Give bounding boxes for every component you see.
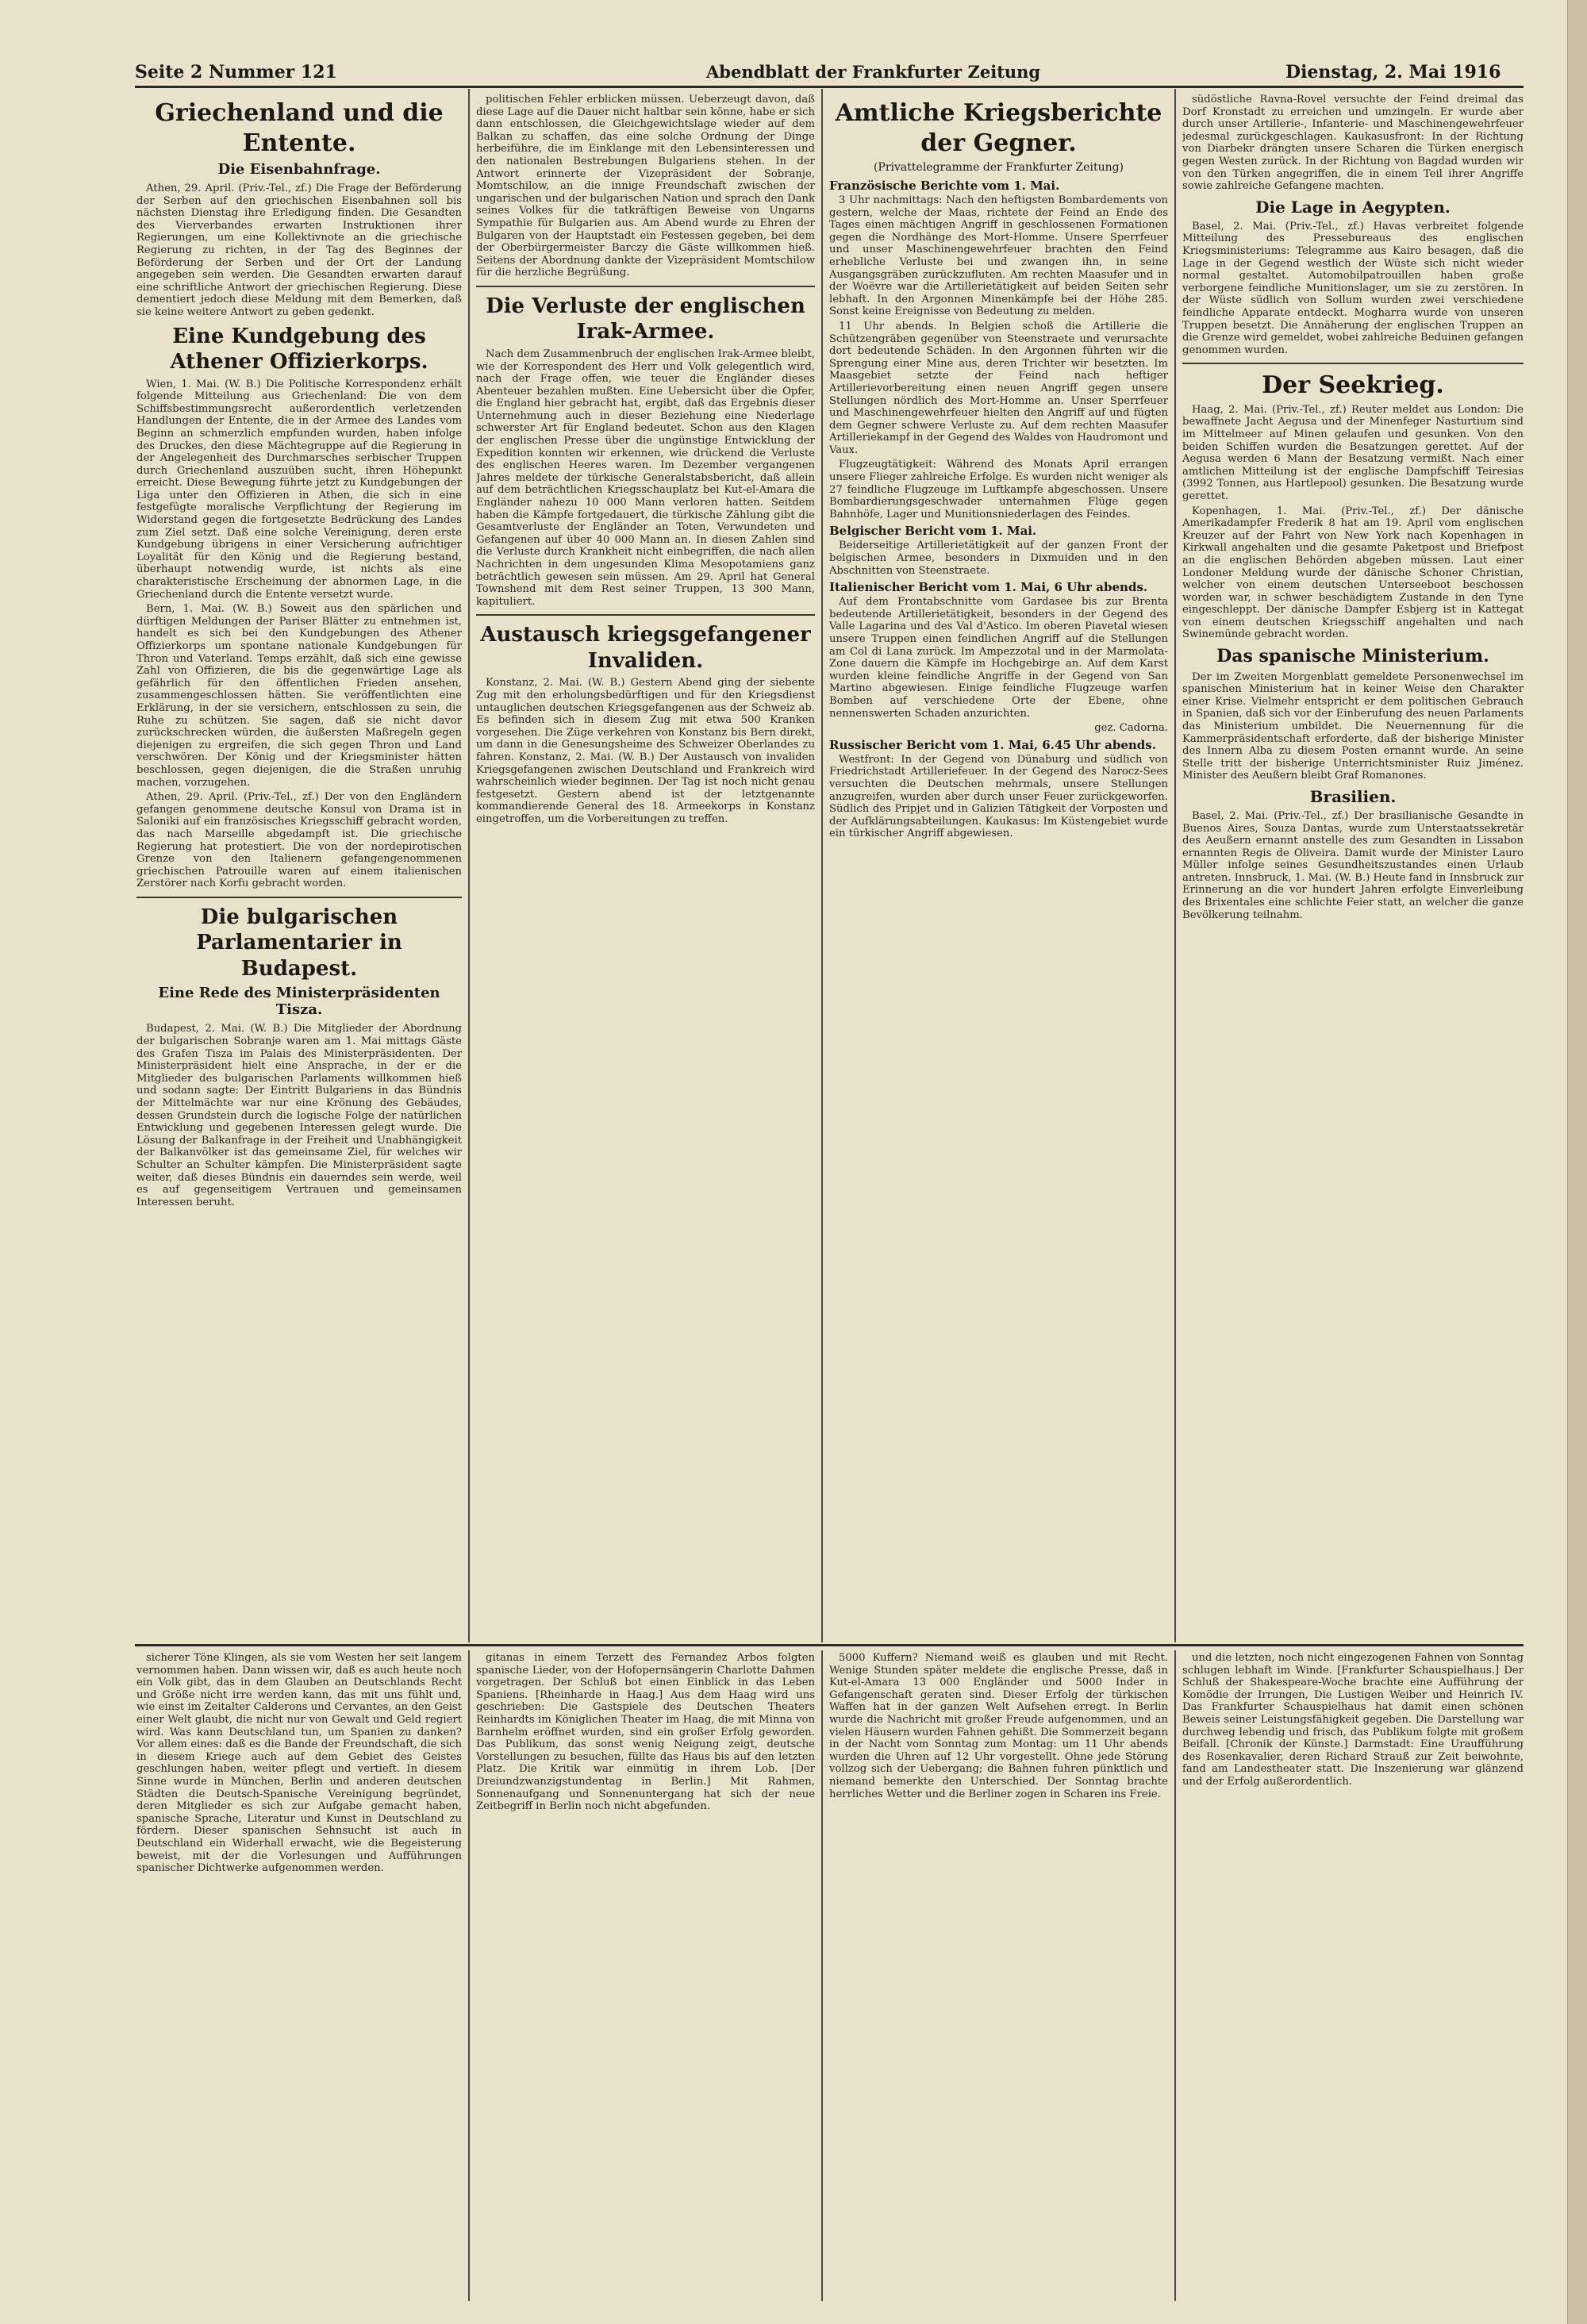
column-divider bbox=[821, 1650, 823, 2301]
headline-seawar: Der Seekrieg. bbox=[1262, 371, 1444, 400]
headline-egypt: Die Lage in Aegypten. bbox=[1255, 197, 1451, 217]
section-rule bbox=[1182, 363, 1524, 364]
column-greece bbox=[136, 94, 462, 1641]
column-egypt-seawar bbox=[1182, 94, 1524, 1641]
section-rule bbox=[136, 897, 462, 898]
column-divider bbox=[1174, 89, 1176, 1642]
column-divider bbox=[1174, 1650, 1176, 2301]
page-edge bbox=[1567, 0, 1587, 2324]
headline-spanish-ministry: Das spanische Ministerium. bbox=[1216, 646, 1489, 667]
section-rule bbox=[476, 614, 815, 616]
feuilleton-column-3: 5000 Kuffern? Niemand weiß es glauben und mit Recht. Wenige Stunden später meldete die englische Presse, daß in Kut-el-Amara 13 000 Engländer und 5000 Inder in Gefangenschaft geraten sind. Dieser Erfolg der türkischen Waffen hat in der ganzen Welt Aufsehen erregt. In Berlin wurde die Nachricht mit großer Freude aufgenommen, und an vielen Häusern wurden Fahnen gehißt. Die Sommerzeit begann in der Nacht vom Sonntag zum Montag: um 11 Uhr abends wurden die Uhren auf 12 Uhr vorgestellt. Ohne jede Störung vollzog sich der Uebergang; die Bahnen fuhren pünktlich und niemand bemerkte den Unterschied. Der Sonntag brachte herrliches Wetter und die Berliner zogen in Scharen ins Freie. bbox=[829, 1652, 1168, 1800]
headline-bulgarian-parliamentarians: Die bulgarischen Parlamentarier in Budapest. bbox=[196, 905, 402, 981]
subhead-tisza-speech: Eine Rede des Ministerpräsidenten Tisza. bbox=[158, 985, 440, 1019]
masthead bbox=[135, 59, 1524, 86]
column-divider bbox=[468, 89, 470, 1642]
dateline-russian: Russischer Bericht vom 1. Mai, 6.45 Uhr abends. bbox=[829, 737, 1156, 752]
dateline-french: Französische Berichte vom 1. Mai. bbox=[829, 179, 1060, 193]
article-russian-continued: südöstliche Ravna-Rovel versuchte der Feind dreimal das Dorf Kronstadt zu erreichen und umzingeln. Er wurde aber durch unser Artillerie-, Infanterie- und Maschinengewehrfeuer jedesmal zurückgeschlagen. Kaukasusfront: In der Richtung von Diarbekr drängten unsere Scharen die Türken energisch gegen Westen zurück. In der Richtung von Bagdad wurden wir von den Türken angegriffen, die in einem Teil ihrer Angriffe sowie zahlreiche Gefangene machten. bbox=[1182, 94, 1524, 193]
headline-invalid-exchange: Austausch kriegsgefangener Invaliden. bbox=[480, 623, 811, 673]
article-irak-losses: Nach dem Zusammenbruch der englischen Irak-Armee bleibt, wie der Korrespondent des Herr und Volk gelegentlich wird, nach der Frage offen, wie teuer die Engländer dieses Abenteuer bezahlen mußten. Eine Uebersicht über die Opfer, die England hier gebracht hat, ergibt, daß das Ergebnis dieser Unternehmung auch in dieser Beziehung eine Niederlage schwerster Art für England bedeutet. Schon aus den Klagen der englischen Presse über die ungünstige Entwicklung der Expedition konnten wir erkennen, wie drückend die Verluste des englischen Heeres waren. Im Dezember vergangenen Jahres meldete der türkische Generalstabsbericht, daß allein auf dem beträchtlichen Kriegsschauplatz bei Kut-el-Amara die Engländer nahezu 10 000 Mann verloren hatten. Seitdem haben die Kämpfe fortgedauert, die türkische Zählung gibt die Gesamtverluste der Engländer an Toten, Verwundeten und Gefangenen auf über 40 000 Mann an. In diesen Zahlen sind die Verluste durch Krankheit nicht einbegriffen, die nach allen Nachrichten in dem ungesunden Klima Mesopotamiens ganz beträchtlich gewesen sein müssen. Am 29. April hat General Townshend mit dem Rest seiner Truppen, 13 300 Mann, kapituliert. bbox=[476, 348, 815, 608]
headline-war-reports: Amtliche Kriegsberichte der Gegner. bbox=[835, 99, 1162, 157]
masthead-rule bbox=[135, 86, 1524, 88]
signature: gez. Cadorna. bbox=[1094, 722, 1168, 735]
article-officer-rally: Wien, 1. Mai. (W. B.) Die Politische Korrespondenz erhält folgende Mitteilung aus Griechenland: Die von dem Schiffsbestimmungsrecht außerordentlich verletzenden Handlungen der Entente, die in der Armee des Landes vom Beginn an schmerzlich empfunden wurden, haben infolge des Druckes, den diese Mächtegruppe auf die Regierung in der Angelegenheit des Durchmarsches serbischer Truppen durch Griechenland auszuüben sucht, ihren Höhepunkt erreicht. Diese Bewegung führte jetzt zu Kundgebungen der Liga unter den Offizieren in Athen, die sich in eine festgefügte moralische Verpflichtung der Regierung im Widerstand gegen die fortgesetzte Bedrückung des Landes zum Ziel setzt. Daß eine solche Vereinigung, deren erste Kundgebung übrigens in einer Versicherung aufrichtiger Loyalität für den König und die Regierung bestand, überhaupt notwendig wurde, ist nichts als eine charakteristische Erscheinung der abnormen Lage, in die Griechenland durch die Entente versetzt wurde. Bern, 1. Mai. (W. B.) Soweit aus den spärlichen und dürftigen Meldungen der Pariser Blätter zu entnehmen ist, handelt es sich bei den Kundgebungen des Athener Offizierkorps um spontane nationale Kundgebungen für Thron und Vaterland. Temps erzählt, daß sich eine gewisse Zahl von Offizieren, die bis die gegenwärtige Lage als gefährlich für den öffentlichen Frieden ansehen, zusammengeschlossen hätten. Sie veröffentlichten eine Erklärung, in der sie versichern, entschlossen zu sein, die Ruhe zu schützen. Sie sagen, daß sie nicht davor zurückschrecken würden, die äußersten Maßregeln gegen diejenigen zu ergreifen, die sich gegen Thron und Land verschwören. Der König und der Kriegsminister hätten beschlossen, gegen diejenigen, die die Straßen unruhig machen, vorzugehen. Athen, 29. April. (Priv.-Tel., zf.) Der von den Engländern gefangen genommene deutsche Konsul von Drama ist in Saloniki auf ein französisches Kriegsschiff gebracht worden, das nach Marseille abgedampft ist. Die griechische Regierung hat protestiert. Die von der nordepirotischen Grenze von den Italienern gefangengenommenen griechischen Patrouille waren auf einem italienischen Zerstörer nach Korfu gebracht worden. bbox=[136, 378, 462, 890]
feuilleton-column-2: gitanas in einem Terzett des Fernandez Arbos folgten spanische Lieder, von der Hofopernsängerin Charlotte Dahmen vorgetragen. Der Schluß bot einen Einblick in das Leben Spaniens. [Rheinharde in Haag.] Aus dem Haag wird uns geschrieben: Die Gastspiele des Deutschen Theaters Reinhardts im Königlichen Theater im Haag, die mit Minna von Barnhelm eröffnet wurden, sind ein großer Erfolg geworden. Das Publikum, das sonst wenig Neigung zeigt, deutsche Vorstellungen zu besuchen, füllte das Haus bis auf den letzten Platz. Die Kritik war einmütig in ihrem Lob. [Der Dreiundzwanzigstundentag in Berlin.] Mit Rahmen, Sonnenaufgang und Sonnenuntergang hat sich der neue Zeitbegriff in Berlin noch nicht abgefunden. bbox=[476, 1652, 815, 1813]
feuilleton-rule bbox=[135, 1644, 1524, 1646]
article-brazil: Basel, 2. Mai. (Priv.-Tel., zf.) Der brasilianische Gesandte in Buenos Aires, Souza Dantas, wurde zum Unterstaatssekretär des Aeußern ernannt anstelle des zum Gesandten in Lissabon ernannten Regis de Oliveira. Damit wurde der Minister Lauro Müller infolge seines Gesundheitszustandes einen Urlaub antreten. Innsbruck, 1. Mai. (W. B.) Heute fand in Innsbruck zur Erinnerung an die vor hundert Jahren erfolgte Einverleibung des Brixentales eine schlichte Feier statt, an welcher die ganze Bevölkerung teilnahm. bbox=[1182, 809, 1524, 921]
article-egypt: Basel, 2. Mai. (Priv.-Tel., zf.) Havas verbreitet folgende Mitteilung des Pressebureaus des englischen Kriegsministeriums: Telegramme aus Kairo besagen, daß die Lage in der Gegend westlich der Wüste sich nicht wieder normal gestaltet. Automobilpatrouillen haben große verborgene feindliche Munitionslager, um sie zu zerstören. In der Wüste südlich von Sollum wurden zwei verschiedene feindliche Apparate entdeckt. Mogharra wurde von unseren Truppen besetzt. Die Annäherung der englischen Truppen an die Grenze wird gemeldet, wobei zahlreiche Beduinen gefangen genommen wurden. bbox=[1182, 220, 1524, 356]
feuilleton-column-1: sicherer Töne Klingen, als sie vom Westen her seit langem vernommen haben. Dann wissen wir, daß es auch heute noch ein Volk gibt, das in dem Glauben an Deutschlands Recht und Größe nicht irre werden kann, das mit uns fühlt und, wie einst im Zeitalter Calderons und Cervantes, an den Geist einer Welt glaubt, die nicht nur von Gewalt und Geld regiert wird. Was kann Deutschland tun, um Spanien zu danken? Vor allem eines: daß es die Bande der Freundschaft, die sich in diesem Kriege auch auf dem Gebiet des Geistes geschlungen haben, weiter pflegt und vertieft. In diesem Sinne wurde in München, Berlin und anderen deutschen Städten die Deutsch-Spanische Vereinigung begründet, deren Mitglieder es sich zur Aufgabe gemacht haben, spanische Sprache, Literatur und Kunst in Deutschland zu fördern. Dieser spanischen Sehnsucht ist auch in Deutschland ein Widerhall erwacht, wie die Begeisterung beweist, mit der die Vorlesungen und Aufführungen spanischer Dichtwerke aufgenommen werden. bbox=[136, 1652, 462, 1875]
column-war-reports bbox=[829, 94, 1168, 1641]
article-belgian-report: Beiderseitige Artillerietätigkeit auf der ganzen Front der belgischen Armee, besonders in Dixmuiden und in den Abschnitten von Steenstraete. bbox=[829, 540, 1168, 577]
headline-greece-entente: Griechenland und die Entente. bbox=[155, 99, 444, 157]
article-russian-report: Westfront: In der Gegend von Dünaburg und südlich von Friedrichstadt Artilleriefeuer. In der Gegend des Narocz-Sees versuchten die Deutschen mehrmals, unsere Stellungen anzugreifen, wurden aber durch unser Feuer zurückgeworfen. Südlich des Pripjet und in Galizien Tätigkeit der Vorposten und der Aufklärungsabteilungen. Kaukasus: Im Küstengebiet wurde ein türkischer Angriff abgewiesen. bbox=[829, 753, 1168, 840]
subhead-railway: Die Eisenbahnfrage. bbox=[217, 161, 381, 178]
article-bulgarian-continued: politischen Fehler erblicken müssen. Ueberzeugt davon, daß diese Lage auf die Dauer nicht haltbar sein könne, habe er sich dann entschlossen, die Gleichgewichtslage wieder auf dem Balkan zu schaffen, das eine solche Ordnung der Dinge herbeiführe, die im Einklange mit den Lebensinteressen und den nationalen Bestrebungen Bulgariens stehen. In der Antwort erinnerte der Vizepräsident der Sobranje, Momtschilow, an die innige Freundschaft zwischen der ungarischen und der bulgarischen Nation und sprach den Dank seines Volkes für die tatkräftigen Beweise von Ungarns Sympathie für Bulgarien aus. Am Abend wurde zu Ehren der Bulgaren von der Hauptstadt ein Festessen gegeben, bei dem der Oberbürgermeister Barczy die Gäste willkommen hieß. Seitens der Abordnung dankte der Vizepräsident Momtschilow für die herzliche Begrüßung. bbox=[476, 94, 815, 279]
article-invalid-exchange: Konstanz, 2. Mai. (W. B.) Gestern Abend ging der siebente Zug mit den erholungsbedürftigen und für den Kriegsdienst untauglichen deutschen Kriegsgefangenen aus der Schweiz ab. Es befinden sich in diesem Zug mit etwa 500 Kranken vorgesehen. Die Züge verkehren von Konstanz bis Bern direkt, um dann in die Genesungsheime des Schweizer Oberlandes zu fahren. Konstanz, 2. Mai. (W. B.) Der Austausch von invaliden Kriegsgefangenen zwischen Deutschland und Frankreich wird wahrscheinlich wieder beginnen. Der Tag ist noch nicht genau festgesetzt. Gestern abend ist der letztgenannte kommandierende General des 18. Armeekorps in Konstanz eingetroffen, um die Vorbereitungen zu treffen. bbox=[476, 677, 815, 825]
page-number: Seite 2 Nummer 121 bbox=[135, 62, 337, 83]
article-seawar: Haag, 2. Mai. (Priv.-Tel., zf.) Reuter meldet aus London: Die bewaffnete Jacht Aegusa und der Minenfeger Nasturtium sind im Mittelmeer auf Minen gelaufen und gesunken. Von den beiden Schiffen wurden die Besatzungen gerettet. Auf der Aegusa werden 6 Mann der Besatzung vermißt. Nach einer amtlichen Mitteilung ist der englische Dampfschiff Teiresias (3992 Tonnen, aus Hartlepool) gesunken. Die Besatzung wurde gerettet. Kopenhagen, 1. Mai. (Priv.-Tel., zf.) Der dänische Amerikadampfer Frederik 8 hat am 19. April vom englischen Kreuzer auf der Fahrt von New York nach Kopenhagen in Kirkwall angehalten und die gesamte Paketpost und Briefpost an die englischen Behörden abgeben müssen. Laut einer Londoner Meldung wurde der dänische Schoner Christian, welcher von einem deutschen Unterseeboot beschossen worden war, in schwer beschädigtem Zustande in den Tyne eingeschleppt. Der dänische Dampfer Esbjerg ist in Kattegat von einem deutschen Kriegsschiff angehalten und nach Swinemünde gebracht worden. bbox=[1182, 403, 1524, 641]
issue-date: Dienstag, 2. Mai 1916 bbox=[1285, 62, 1501, 83]
headline-brazil: Brasilien. bbox=[1309, 786, 1397, 806]
article-spanish-ministry: Der im Zweiten Morgenblatt gemeldete Personenwechsel im spanischen Ministerium hat in keiner Weise den Charakter einer Krise. Vielmehr entspricht er dem politischen Gebrauch in Spanien, daß sich vor der Einberufung des neuen Parlaments das Ministerium umbildet. Die Neuernennung für die Kammerpräsidentschaft erforderte, daß der bisherige Minister des Innern Alba zu diesem Posten ernannt wurde. An seine Stelle tritt der bisherige Unterrichtsminister Ruiz Jiménez. Minister des Aeußern bleibt Graf Romanones. bbox=[1182, 670, 1524, 782]
article-italian-report: Auf dem Frontabschnitte vom Gardasee bis zur Brenta bedeutende Artillerietätigkeit, besonders in der Gegend des Valle Lagarina und des Val d'Astico. Im oberen Piavetal wiesen unsere Truppen einen feindlichen Angriff auf die Stellungen am Col di Lana zurück. Im Ampezzotal und in der Marmolata-Zone dauern die Kämpfe im Hochgebirge an. Auf dem Karst wurden kleine feindliche Angriffe in der Gegend von San Martino abgewiesen. Einige feindliche Flugzeuge warfen Bomben auf verschiedene Orte der Ebene, ohne nennenswerten Schaden anzurichten. gez. Cadorna. bbox=[829, 596, 1168, 735]
dateline-italian: Italienischer Bericht vom 1. Mai, 6 Uhr abends. bbox=[829, 580, 1148, 595]
section-rule bbox=[476, 286, 815, 287]
dateline-belgian: Belgischer Bericht vom 1. Mai. bbox=[829, 524, 1037, 539]
newspaper-title: Abendblatt der Frankfurter Zeitung bbox=[706, 62, 1041, 82]
column-irak bbox=[476, 94, 815, 1641]
headline-officer-rally: Eine Kundgebung des Athener Offizierkorps. bbox=[170, 324, 428, 375]
subhead-private-telegrams: (Privattelegramme der Frankfurter Zeitung) bbox=[873, 161, 1124, 174]
article-bulgarian-parliamentarians: Budapest, 2. Mai. (W. B.) Die Mitglieder der Abordnung der bulgarischen Sobranje waren am 1. Mai mittags Gäste des Grafen Tisza im Palais des Ministerpräsidenten. Der Ministerpräsident hielt eine Ansprache, in der er die Mitglieder des bulgarischen Parlaments willkommen hieß und sodann sagte: Der Eintritt Bulgariens in das Bündnis der Mittelmächte war nur eine Krönung des Gebäudes, dessen Grundstein durch die logische Folge der natürlichen Entwicklung und gegebenen Interessen gelegt wurde. Die Lösung der Balkanfrage in der Freiheit und Unabhängigkeit der Balkanvölker ist das gemeinsame Ziel, für welches wir Schulter an Schulter kämpfen. Die Ministerpräsident sagte weiter, daß dieses Bündnis ein dauerndes sein werde, weil es auf gegenseitigem Vertrauen und gemeinsamen Interessen beruht. bbox=[136, 1023, 462, 1208]
feuilleton-column-4: und die letzten, noch nicht eingezogenen Fahnen von Sonntag schlugen lebhaft im Winde. [Frankfurter Schauspielhaus.] Der Schluß der Shakespeare-Woche brachte eine Aufführung der Komödie der Irrungen, Die Lustigen Weiber und Heinrich IV. Das Frankfurter Schauspielhaus hat damit einen schönen Beweis seiner Leistungsfähigkeit gegeben. Die Darstellung war durchweg lebendig und frisch, das Publikum folgte mit großem Beifall. [Chronik der Künste.] Darmstadt: Eine Uraufführung des Rosenkavalier, deren Richard Strauß zur Zeit beiwohnte, fand am Landestheater statt. Die Inszenierung war glänzend und der Erfolg außerordentlich. bbox=[1182, 1652, 1524, 1788]
column-divider bbox=[821, 89, 823, 1642]
article-railway-question: Athen, 29. April. (Priv.-Tel., zf.) Die Frage der Beförderung der Serben auf den griechischen Eisenbahnen soll bis nächsten Dienstag ihre Erledigung finden. Die Gesandten des Vierverbandes erwarten Instruktionen ihrer Regierungen, um eine Kollektivnote an die griechische Regierung zu richten, in der Tag des Beginnes der Beförderung der Serben und der Ort der Landung angegeben sein werden. Die Gesandten erwarten darauf eine schriftliche Antwort der griechischen Regierung. Diese dementiert jedoch diese Meldung mit dem Bemerken, daß sie keine weitere Antwort zu geben gedenkt. bbox=[136, 182, 462, 318]
column-divider bbox=[468, 1650, 470, 2301]
headline-irak-losses: Die Verluste der englischen Irak-Armee. bbox=[486, 294, 805, 344]
article-french-report: 3 Uhr nachmittags: Nach den heftigsten Bombardements von gestern, welche der Maas, richtete der Feind an Ende des Tages einen mächtigen Angriff in geschlossenen Formationen gegen die Nordhänge des Mort-Homme. Unsere Sperrfeuer und unser Maschinengewehrfeuer brachten den Feind erhebliche Verluste bei und zwangen ihn, in seine Ausgangsgräben zurückzufluten. Am rechten Maasufer und in der Woëvre war die Artillerietätigkeit auf beiden Seiten sehr lebhaft. In den Argonnen Minenkämpfe bei der Höhe 285. Sonst keine Ereignisse von Bedeutung zu melden. 11 Uhr abends. In Belgien schoß die Artillerie die Schützengräben gegenüber von Steenstraete und verursachte dort bedeutende Schäden. In den Argonnen führten wir die Sprengung einer Mine aus, deren Trichter wir besetzten. Im Maasgebiet setzte der Feind nach heftiger Artillerievorbereitung einen neuen Angriff gegen unsere Stellungen nördlich des Mort-Homme an. Unser Sperrfeuer und Maschinengewehrfeuer hielten den Angriff auf und fügten dem Gegner schwere Verluste zu. Auf dem rechten Maasufer Artilleriekampf in der Gegend des Waldes von Haudromont und Vaux. Flugzeugtätigkeit: Während des Monats April errangen unsere Flieger zahlreiche Erfolge. Es wurden nicht weniger als 27 feindliche Flugzeuge im Luftkampfe abgeschossen. Unsere Bombardierungsgeschwader unternahmen Flüge gegen Bahnhöfe, Lager und Munitionsniederlagen des Feindes. bbox=[829, 194, 1168, 520]
